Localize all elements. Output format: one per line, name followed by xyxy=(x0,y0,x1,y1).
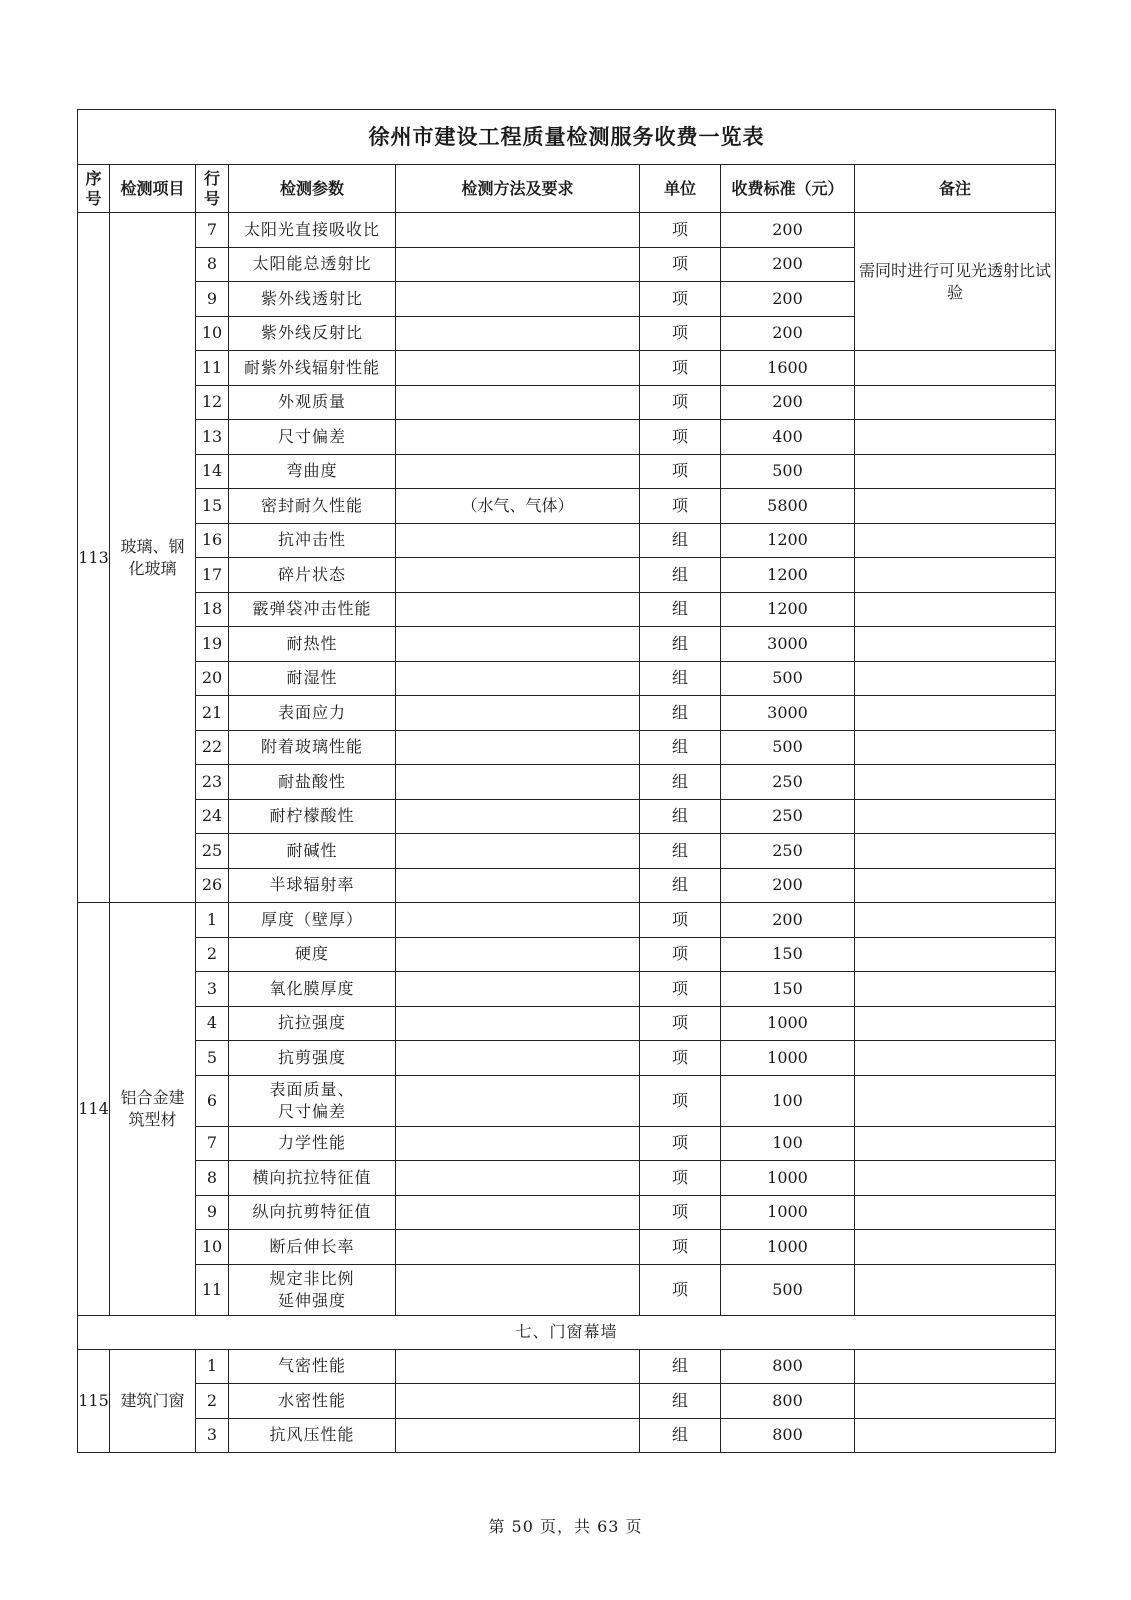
method-cell: （水气、气体） xyxy=(396,489,640,524)
seq-cell: 113 xyxy=(78,213,110,903)
remark-cell xyxy=(855,1006,1056,1041)
remark-cell xyxy=(855,627,1056,662)
method-cell xyxy=(396,1384,640,1419)
method-cell xyxy=(396,1264,640,1315)
fee-cell: 1000 xyxy=(721,1195,855,1230)
unit-cell: 项 xyxy=(640,316,721,351)
method-cell xyxy=(396,834,640,869)
method-cell xyxy=(396,903,640,938)
param-cell: 表面质量、 尺寸偏差 xyxy=(229,1075,396,1126)
unit-cell: 项 xyxy=(640,385,721,420)
unit-cell: 组 xyxy=(640,696,721,731)
remark-cell xyxy=(855,1041,1056,1076)
table-row xyxy=(78,489,1056,524)
unit-cell: 项 xyxy=(640,1195,721,1230)
row-no-cell: 10 xyxy=(196,316,229,351)
table-row xyxy=(78,696,1056,731)
row-no-cell: 10 xyxy=(196,1230,229,1265)
remark-cell xyxy=(855,1075,1056,1126)
unit-cell: 项 xyxy=(640,1230,721,1265)
item-cell: 玻璃、钢化玻璃 xyxy=(110,213,196,903)
row-no-cell: 21 xyxy=(196,696,229,731)
method-cell xyxy=(396,696,640,731)
seq-cell: 114 xyxy=(78,903,110,1316)
table-row xyxy=(78,937,1056,972)
row-no-cell: 1 xyxy=(196,903,229,938)
fee-cell: 100 xyxy=(721,1126,855,1161)
fee-cell: 150 xyxy=(721,937,855,972)
param-cell: 紫外线透射比 xyxy=(229,282,396,317)
fee-cell: 1200 xyxy=(721,558,855,593)
table-row xyxy=(78,1384,1056,1419)
param-cell: 半球辐射率 xyxy=(229,868,396,903)
table-row xyxy=(78,799,1056,834)
remark-cell xyxy=(855,1126,1056,1161)
method-cell xyxy=(396,316,640,351)
method-cell xyxy=(396,523,640,558)
row-no-cell: 18 xyxy=(196,592,229,627)
row-no-cell: 19 xyxy=(196,627,229,662)
header-seq: 序号 xyxy=(78,165,110,213)
section-title: 七、门窗幕墙 xyxy=(78,1315,1056,1349)
unit-cell: 组 xyxy=(640,1349,721,1384)
fee-cell: 5800 xyxy=(721,489,855,524)
remark-cell xyxy=(855,903,1056,938)
row-no-cell: 1 xyxy=(196,1349,229,1384)
table-row xyxy=(78,1041,1056,1076)
table-row xyxy=(78,972,1056,1007)
param-cell: 氧化膜厚度 xyxy=(229,972,396,1007)
method-cell xyxy=(396,1349,640,1384)
method-cell xyxy=(396,282,640,317)
table-row xyxy=(78,661,1056,696)
remark-cell xyxy=(855,489,1056,524)
param-cell: 硬度 xyxy=(229,937,396,972)
table-row xyxy=(78,213,1056,248)
param-cell: 水密性能 xyxy=(229,1384,396,1419)
table-row xyxy=(78,1006,1056,1041)
row-no-cell: 12 xyxy=(196,385,229,420)
method-cell xyxy=(396,799,640,834)
param-cell: 纵向抗剪特征值 xyxy=(229,1195,396,1230)
remark-cell xyxy=(855,1384,1056,1419)
remark-cell xyxy=(855,868,1056,903)
param-cell: 附着玻璃性能 xyxy=(229,730,396,765)
method-cell xyxy=(396,1006,640,1041)
method-cell xyxy=(396,351,640,386)
unit-cell: 项 xyxy=(640,1006,721,1041)
method-cell xyxy=(396,765,640,800)
method-cell xyxy=(396,1161,640,1196)
remark-cell xyxy=(855,1349,1056,1384)
table-row xyxy=(78,385,1056,420)
unit-cell: 组 xyxy=(640,765,721,800)
row-no-cell: 8 xyxy=(196,1161,229,1196)
row-no-cell: 11 xyxy=(196,1264,229,1315)
header-item: 检测项目 xyxy=(110,165,196,213)
row-no-cell: 3 xyxy=(196,972,229,1007)
table-row xyxy=(78,454,1056,489)
row-no-cell: 25 xyxy=(196,834,229,869)
header-remark: 备注 xyxy=(855,165,1056,213)
unit-cell: 项 xyxy=(640,1075,721,1126)
table-body xyxy=(78,213,1056,1453)
row-no-cell: 23 xyxy=(196,765,229,800)
fee-cell: 200 xyxy=(721,316,855,351)
param-cell: 耐碱性 xyxy=(229,834,396,869)
row-no-cell: 3 xyxy=(196,1418,229,1453)
fee-cell: 200 xyxy=(721,903,855,938)
remark-cell xyxy=(855,661,1056,696)
unit-cell: 项 xyxy=(640,972,721,1007)
remark-cell xyxy=(855,730,1056,765)
remark-cell xyxy=(855,937,1056,972)
remark-cell xyxy=(855,351,1056,386)
unit-cell: 项 xyxy=(640,454,721,489)
method-cell xyxy=(396,937,640,972)
param-cell: 厚度（壁厚） xyxy=(229,903,396,938)
param-cell: 横向抗拉特征值 xyxy=(229,1161,396,1196)
table-row xyxy=(78,1264,1056,1315)
method-cell xyxy=(396,247,640,282)
unit-cell: 组 xyxy=(640,661,721,696)
param-cell: 紫外线反射比 xyxy=(229,316,396,351)
remark-cell xyxy=(855,1161,1056,1196)
unit-cell: 项 xyxy=(640,1041,721,1076)
row-no-cell: 16 xyxy=(196,523,229,558)
fee-cell: 800 xyxy=(721,1384,855,1419)
method-cell xyxy=(396,385,640,420)
row-no-cell: 14 xyxy=(196,454,229,489)
param-cell: 耐热性 xyxy=(229,627,396,662)
fee-cell: 500 xyxy=(721,730,855,765)
method-cell xyxy=(396,420,640,455)
header-param: 检测参数 xyxy=(229,165,396,213)
fee-cell: 200 xyxy=(721,282,855,317)
row-no-cell: 7 xyxy=(196,1126,229,1161)
unit-cell: 项 xyxy=(640,903,721,938)
remark-cell: 需同时进行可见光透射比试验 xyxy=(855,213,1056,351)
row-no-cell: 2 xyxy=(196,937,229,972)
fee-cell: 800 xyxy=(721,1349,855,1384)
method-cell xyxy=(396,1418,640,1453)
row-no-cell: 24 xyxy=(196,799,229,834)
header-method: 检测方法及要求 xyxy=(396,165,640,213)
table-row xyxy=(78,592,1056,627)
header-row-no: 行号 xyxy=(196,165,229,213)
method-cell xyxy=(396,1075,640,1126)
fee-cell: 200 xyxy=(721,385,855,420)
unit-cell: 组 xyxy=(640,730,721,765)
table-row xyxy=(78,1075,1056,1126)
remark-cell xyxy=(855,420,1056,455)
unit-cell: 组 xyxy=(640,627,721,662)
row-no-cell: 5 xyxy=(196,1041,229,1076)
remark-cell xyxy=(855,1264,1056,1315)
fee-cell: 100 xyxy=(721,1075,855,1126)
fee-cell: 250 xyxy=(721,799,855,834)
unit-cell: 组 xyxy=(640,868,721,903)
fee-cell: 800 xyxy=(721,1418,855,1453)
row-no-cell: 15 xyxy=(196,489,229,524)
row-no-cell: 22 xyxy=(196,730,229,765)
unit-cell: 组 xyxy=(640,1418,721,1453)
param-cell: 霰弹袋冲击性能 xyxy=(229,592,396,627)
unit-cell: 组 xyxy=(640,834,721,869)
table-row xyxy=(78,523,1056,558)
fee-cell: 1200 xyxy=(721,523,855,558)
section-row xyxy=(78,1315,1056,1349)
param-cell: 碎片状态 xyxy=(229,558,396,593)
row-no-cell: 4 xyxy=(196,1006,229,1041)
method-cell xyxy=(396,661,640,696)
method-cell xyxy=(396,558,640,593)
page-footer: 第 50 页，共 63 页 xyxy=(488,1517,643,1536)
method-cell xyxy=(396,592,640,627)
seq-cell: 115 xyxy=(78,1349,110,1453)
remark-cell xyxy=(855,1230,1056,1265)
fee-cell: 400 xyxy=(721,420,855,455)
unit-cell: 项 xyxy=(640,1126,721,1161)
param-cell: 抗冲击性 xyxy=(229,523,396,558)
method-cell xyxy=(396,213,640,248)
row-no-cell: 8 xyxy=(196,247,229,282)
table-row xyxy=(78,420,1056,455)
remark-cell xyxy=(855,972,1056,1007)
param-cell: 耐湿性 xyxy=(229,661,396,696)
fee-cell: 1000 xyxy=(721,1041,855,1076)
param-cell: 密封耐久性能 xyxy=(229,489,396,524)
table-row xyxy=(78,1126,1056,1161)
method-cell xyxy=(396,730,640,765)
table-row xyxy=(78,834,1056,869)
row-no-cell: 17 xyxy=(196,558,229,593)
unit-cell: 项 xyxy=(640,213,721,248)
fee-cell: 250 xyxy=(721,834,855,869)
param-cell: 外观质量 xyxy=(229,385,396,420)
fee-cell: 1600 xyxy=(721,351,855,386)
param-cell: 抗剪强度 xyxy=(229,1041,396,1076)
fee-cell: 1200 xyxy=(721,592,855,627)
header-unit: 单位 xyxy=(640,165,721,213)
table-row xyxy=(78,1230,1056,1265)
remark-cell xyxy=(855,1195,1056,1230)
param-cell: 气密性能 xyxy=(229,1349,396,1384)
param-cell: 耐柠檬酸性 xyxy=(229,799,396,834)
fee-cell: 250 xyxy=(721,765,855,800)
param-cell: 太阳光直接吸收比 xyxy=(229,213,396,248)
remark-cell xyxy=(855,799,1056,834)
unit-cell: 组 xyxy=(640,558,721,593)
remark-cell xyxy=(855,834,1056,869)
row-no-cell: 9 xyxy=(196,282,229,317)
unit-cell: 项 xyxy=(640,420,721,455)
unit-cell: 组 xyxy=(640,799,721,834)
method-cell xyxy=(396,1126,640,1161)
row-no-cell: 11 xyxy=(196,351,229,386)
table-row xyxy=(78,903,1056,938)
table-title: 徐州市建设工程质量检测服务收费一览表 xyxy=(78,110,1056,165)
row-no-cell: 9 xyxy=(196,1195,229,1230)
row-no-cell: 13 xyxy=(196,420,229,455)
row-no-cell: 7 xyxy=(196,213,229,248)
table-row xyxy=(78,1161,1056,1196)
table-row xyxy=(78,730,1056,765)
unit-cell: 组 xyxy=(640,1384,721,1419)
table-row xyxy=(78,1349,1056,1384)
remark-cell xyxy=(855,558,1056,593)
unit-cell: 组 xyxy=(640,523,721,558)
param-cell: 耐盐酸性 xyxy=(229,765,396,800)
unit-cell: 项 xyxy=(640,351,721,386)
table-row xyxy=(78,627,1056,662)
fee-cell: 1000 xyxy=(721,1006,855,1041)
unit-cell: 项 xyxy=(640,1161,721,1196)
param-cell: 耐紫外线辐射性能 xyxy=(229,351,396,386)
unit-cell: 项 xyxy=(640,282,721,317)
unit-cell: 组 xyxy=(640,592,721,627)
param-cell: 规定非比例 延伸强度 xyxy=(229,1264,396,1315)
remark-cell xyxy=(855,696,1056,731)
header-fee: 收费标准（元） xyxy=(721,165,855,213)
method-cell xyxy=(396,627,640,662)
fee-cell: 500 xyxy=(721,661,855,696)
row-no-cell: 20 xyxy=(196,661,229,696)
remark-cell xyxy=(855,523,1056,558)
param-cell: 尺寸偏差 xyxy=(229,420,396,455)
param-cell: 力学性能 xyxy=(229,1126,396,1161)
remark-cell xyxy=(855,592,1056,627)
param-cell: 断后伸长率 xyxy=(229,1230,396,1265)
row-no-cell: 2 xyxy=(196,1384,229,1419)
remark-cell xyxy=(855,765,1056,800)
method-cell xyxy=(396,1195,640,1230)
table-row xyxy=(78,1195,1056,1230)
table-row xyxy=(78,351,1056,386)
fee-cell: 500 xyxy=(721,454,855,489)
remark-cell xyxy=(855,385,1056,420)
unit-cell: 项 xyxy=(640,1264,721,1315)
fee-cell: 150 xyxy=(721,972,855,1007)
fee-cell: 1000 xyxy=(721,1161,855,1196)
table-row xyxy=(78,868,1056,903)
param-cell: 抗拉强度 xyxy=(229,1006,396,1041)
method-cell xyxy=(396,454,640,489)
fee-cell: 200 xyxy=(721,247,855,282)
method-cell xyxy=(396,1230,640,1265)
param-cell: 表面应力 xyxy=(229,696,396,731)
method-cell xyxy=(396,868,640,903)
fee-cell: 3000 xyxy=(721,627,855,662)
unit-cell: 项 xyxy=(640,247,721,282)
table-row xyxy=(78,558,1056,593)
row-no-cell: 26 xyxy=(196,868,229,903)
item-cell: 铝合金建筑型材 xyxy=(110,903,196,1316)
fee-cell: 3000 xyxy=(721,696,855,731)
fee-cell: 1000 xyxy=(721,1230,855,1265)
row-no-cell: 6 xyxy=(196,1075,229,1126)
unit-cell: 项 xyxy=(640,489,721,524)
fee-cell: 200 xyxy=(721,213,855,248)
method-cell xyxy=(396,972,640,1007)
table-row xyxy=(78,1418,1056,1453)
fee-cell: 500 xyxy=(721,1264,855,1315)
item-cell: 建筑门窗 xyxy=(110,1349,196,1453)
param-cell: 太阳能总透射比 xyxy=(229,247,396,282)
remark-cell xyxy=(855,454,1056,489)
param-cell: 弯曲度 xyxy=(229,454,396,489)
param-cell: 抗风压性能 xyxy=(229,1418,396,1453)
remark-cell xyxy=(855,1418,1056,1453)
fee-table xyxy=(77,109,1056,1453)
unit-cell: 项 xyxy=(640,937,721,972)
method-cell xyxy=(396,1041,640,1076)
fee-cell: 200 xyxy=(721,868,855,903)
table-row xyxy=(78,765,1056,800)
